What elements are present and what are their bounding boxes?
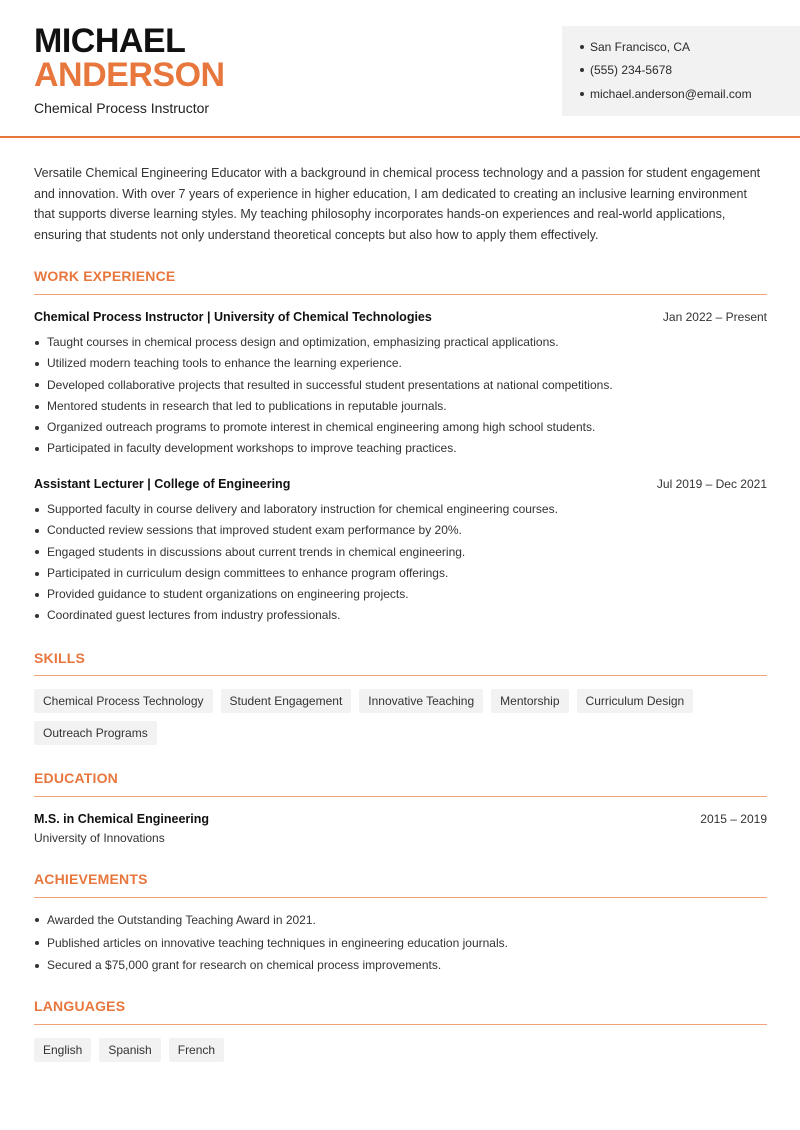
first-name: MICHAEL [34, 22, 186, 60]
list-item [34, 520, 767, 541]
contact-location [580, 40, 690, 54]
list-item-text: Taught courses in chemical process design and optimization, emphasizing practical applications. [47, 335, 559, 349]
list-item-text: Coordinated guest lectures from industry professionals. [47, 608, 341, 623]
bullet-icon [35, 918, 39, 922]
list-item-text: Conducted review sessions that improved student exam performance by 20%. [47, 523, 462, 538]
contact-email [580, 87, 752, 101]
list-item-text: Secured a $75,000 grant for research on chemical process improvements. [47, 958, 442, 973]
skill-chip: Chemical Process Technology [34, 689, 213, 713]
list-item [34, 438, 767, 459]
bullet-icon [35, 572, 39, 576]
education-degree: M.S. in Chemical Engineering [34, 812, 210, 826]
contact-phone [580, 63, 672, 77]
bullet-icon [35, 383, 39, 387]
list-item-text: Utilized modern teaching tools to enhance the learning experience. [47, 356, 402, 371]
bullet-icon [35, 964, 39, 968]
section-title-achievements: ACHIEVEMENTS [34, 871, 148, 887]
list-item-text: Participated in faculty development workshops to improve teaching practices. [47, 441, 457, 456]
bullet-icon [35, 941, 39, 945]
section-divider [34, 675, 767, 676]
list-item [34, 353, 767, 374]
section-divider [34, 1024, 767, 1025]
section-title-education: EDUCATION [34, 770, 118, 786]
language-chips [34, 1038, 767, 1062]
list-item-text: Supported faculty in course delivery and laboratory instruction for chemical engineering courses. [47, 502, 558, 516]
skills-chips [34, 689, 767, 745]
contact-email-text: michael.anderson@email.com [590, 87, 752, 101]
language-chip: Spanish [99, 1038, 160, 1062]
job-title: Chemical Process Instructor [34, 100, 210, 116]
section-title-skills: SKILLS [34, 650, 85, 666]
list-item-text: Published articles on innovative teaching techniques in engineering education journals. [47, 935, 508, 950]
bullet-icon [35, 447, 39, 451]
section-divider [34, 294, 767, 295]
list-item-text: Engaged students in discussions about current trends in chemical engineering. [47, 544, 466, 559]
job-header [34, 477, 767, 491]
list-item [34, 954, 767, 977]
job-role: Assistant Lecturer | College of Engineering [34, 477, 291, 491]
skill-chip: Curriculum Design [577, 689, 694, 713]
resume-header [0, 0, 800, 138]
section-divider [34, 796, 767, 797]
bullet-icon [35, 426, 39, 430]
list-item-text: Developed collaborative projects that resulted in successful student presentations at national competitions. [47, 377, 613, 392]
list-item [34, 396, 767, 417]
skill-chip: Mentorship [491, 689, 568, 713]
bullet-icon [35, 529, 39, 533]
contact-location-text: San Francisco, CA [590, 40, 691, 54]
list-item [34, 499, 767, 520]
summary-paragraph: Versatile Chemical Engineering Educator with a background in chemical process technology and a passion for student engagement and innovation. With over 7 years of experience in higher education, I am dedicated to creating an inclusive learning environment that supports diverse learning styles. My teaching philosophy incorporates hands-on experiences and real-world applications, ensuring that students not only understand theoretical concepts but also how to apply them effectively. [34, 166, 761, 242]
section-title-languages: LANGUAGES [34, 998, 126, 1014]
job-role: Chemical Process Instructor | University of Chemical Technologies [34, 310, 432, 324]
bullet-icon [35, 550, 39, 554]
list-item [34, 563, 767, 584]
bullet-icon [35, 362, 39, 366]
list-item-text: Mentored students in research that led to publications in reputable journals. [47, 398, 447, 413]
achievement-bullets [34, 909, 767, 977]
education-dates: 2015 – 2019 [700, 812, 767, 826]
list-item-text: Awarded the Outstanding Teaching Award in 2021. [47, 913, 316, 927]
list-item [34, 542, 767, 563]
bullet-icon [35, 614, 39, 618]
bullet-icon [35, 405, 39, 409]
contact-phone-text: (555) 234-5678 [590, 63, 673, 77]
skill-chip: Outreach Programs [34, 721, 157, 745]
list-item [34, 909, 767, 932]
list-item [34, 584, 767, 605]
bullet-icon [580, 92, 584, 96]
list-item-text: Participated in curriculum design committees to enhance program offerings. [47, 565, 449, 580]
list-item [34, 332, 767, 353]
list-item [34, 605, 767, 626]
job-dates: Jul 2019 – Dec 2021 [656, 477, 767, 491]
list-item [34, 932, 767, 955]
list-item-text: Organized outreach programs to promote interest in chemical engineering among high school students. [47, 420, 596, 435]
language-chip: English [34, 1038, 91, 1062]
list-item [34, 375, 767, 396]
list-item-text: Provided guidance to student organizations on engineering projects. [47, 587, 409, 602]
skill-chip: Innovative Teaching [359, 689, 483, 713]
last-name: ANDERSON [34, 56, 225, 94]
job-bullets [34, 332, 767, 460]
section-divider [34, 897, 767, 898]
bullet-icon [35, 341, 39, 345]
bullet-icon [580, 68, 584, 72]
education-school: University of Innovations [34, 831, 165, 845]
bullet-icon [35, 593, 39, 597]
skill-chip: Student Engagement [221, 689, 352, 713]
contact-box [562, 26, 800, 116]
bullet-icon [35, 508, 39, 512]
bullet-icon [580, 45, 584, 49]
job-dates: Jan 2022 – Present [662, 310, 767, 324]
job-bullets [34, 499, 767, 627]
job-header [34, 310, 767, 324]
list-item [34, 417, 767, 438]
section-title-work: WORK EXPERIENCE [34, 268, 176, 284]
language-chip: French [169, 1038, 224, 1062]
